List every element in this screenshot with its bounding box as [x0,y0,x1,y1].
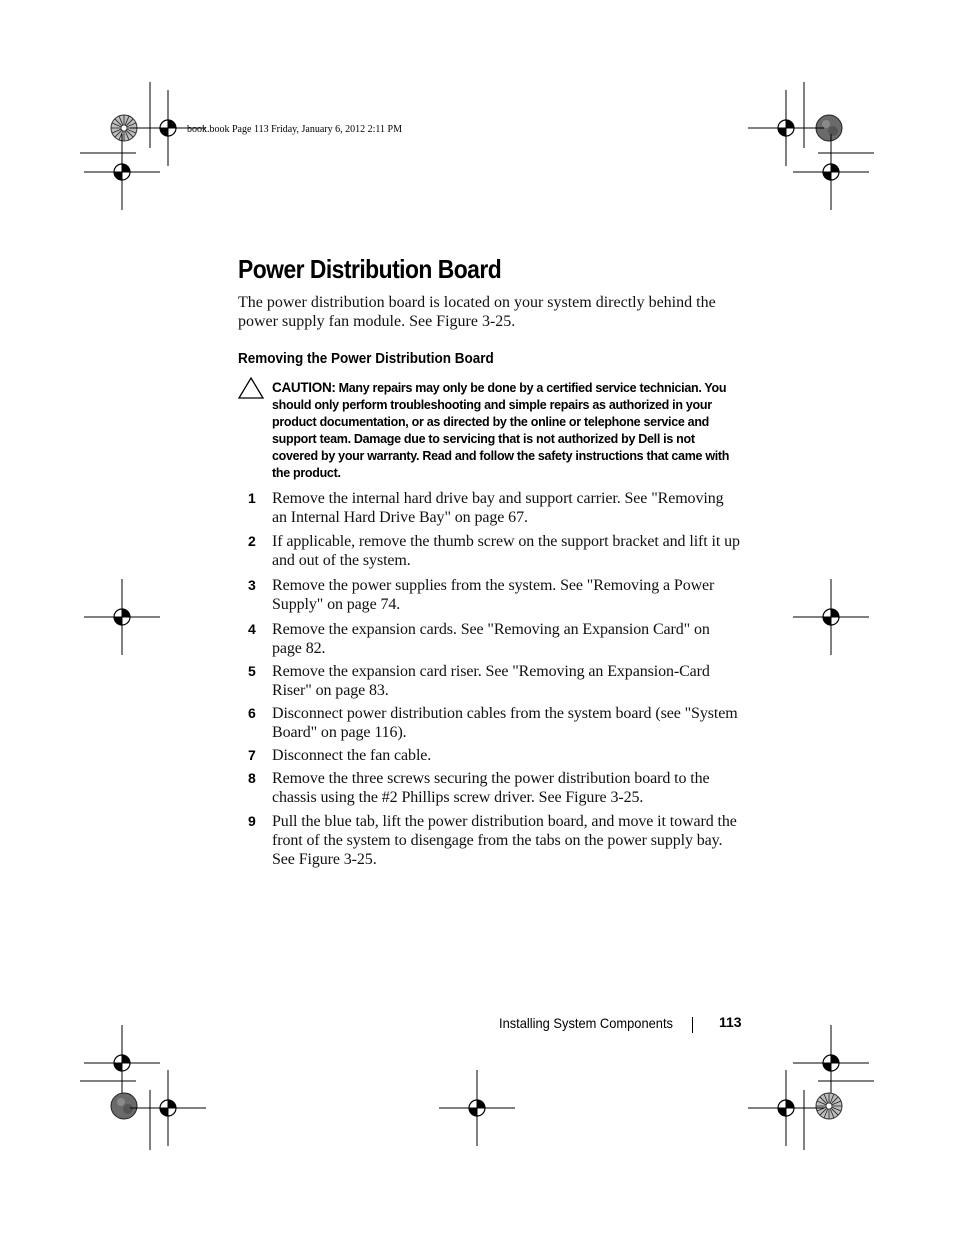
caution-text: Many repairs may only be done by a certified service technician. You should only perform troubleshooting and simple repairs as authorized in your product documentation, or as directed by the online or telephone service and support team. Damage due to servicing that is not authorized by Dell is not covered by your warranty. Read and follow the safety instructions that came with the product. [272,381,730,480]
step-number: 2 [248,533,256,549]
step-text: Remove the power supplies from the system. See "Removing a Power Supply" on page 74. [272,577,715,613]
caution-label: CAUTION: [272,380,336,395]
step-number: 3 [248,577,256,593]
footer-section-title: Installing System Components [499,1015,673,1031]
step-number: 6 [248,705,256,721]
step-text: Disconnect power distribution cables from the system board (see "System Board" on page 116). [272,705,738,741]
page-number: 113 [719,1014,742,1030]
step-text: If applicable, remove the thumb screw on the support bracket and lift it up and out of the system. [272,533,740,569]
intro-paragraph: The power distribution board is located on your system directly behind the power supply fan module. See Figure 3-25. [238,294,716,330]
step-text: Remove the internal hard drive bay and support carrier. See "Removing an Internal Hard Drive Bay" on page 67. [272,490,724,526]
step-number: 5 [248,663,256,679]
step-text: Remove the three screws securing the power distribution board to the chassis using the #2 Phillips screw driver. See Figure 3-25. [272,770,710,806]
print-header-stamp: book.book Page 113 Friday, January 6, 2012 2:11 PM [187,124,402,135]
step-number: 8 [248,770,256,786]
page-title: Power Distribution Board [238,254,502,284]
step-text: Remove the expansion cards. See "Removing an Expansion Card" on page 82. [272,621,710,657]
step-text: Disconnect the fan cable. [272,747,432,764]
step-text: Pull the blue tab, lift the power distribution board, and move it toward the front of the system to disengage from the tabs on the power supply bay. See Figure 3-25. [272,813,737,868]
footer-divider [692,1017,693,1033]
step-number: 9 [248,813,256,829]
step-number: 4 [248,621,256,637]
step-text: Remove the expansion card riser. See "Removing an Expansion-Card Riser" on page 83. [272,663,710,699]
step-number: 7 [248,747,256,763]
step-number: 1 [248,490,256,506]
section-heading: Removing the Power Distribution Board [238,350,494,367]
